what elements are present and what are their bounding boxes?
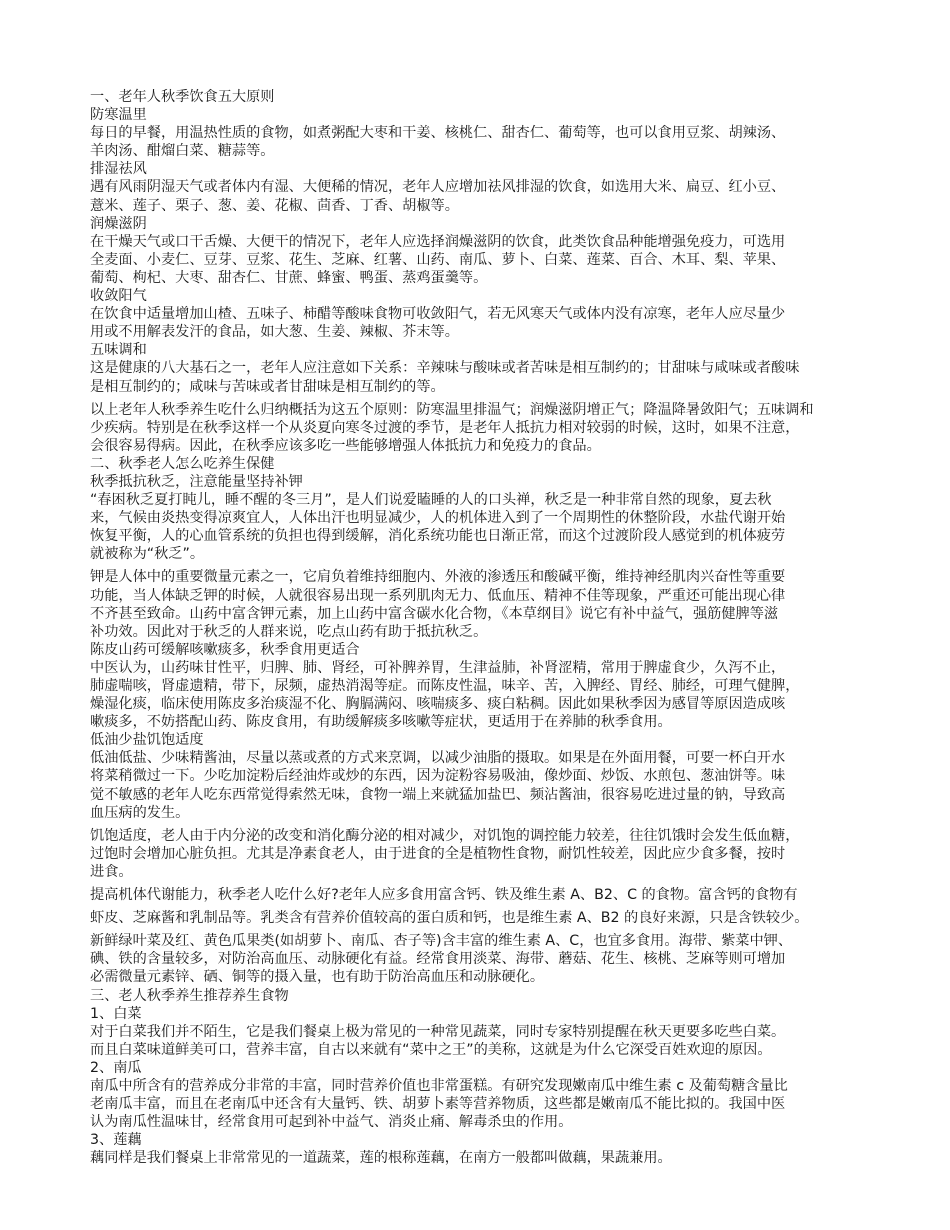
text-line: 就被称为“秋乏”。 [90,546,205,563]
text-line: 葡萄、枸杞、大枣、甜杏仁、甘蔗、蜂蜜、鸭蛋、蒸鸡蛋羹等。 [90,269,488,286]
text-line: 燥湿化痰，临床使用陈皮多治痰湿不化、胸膈满闷、咳喘痰多、痰白粘稠。因此如果秋季因为感冒等原因造成咳 [90,696,786,713]
text-line: 补功效。因此对于秋乏的人群来说，吃点山药有助于抵抗秋乏。 [90,623,488,640]
text-line: 嗽痰多，不妨搭配山药、陈皮食用，有助缓解痰多咳嗽等症状，更适用于在养肺的秋季食用。 [90,714,672,731]
text-line: 每日的早餐，用温热性质的食物，如煮粥配大枣和干姜、核桃仁、甜杏仁、葡萄等，也可以食用豆浆、胡辣汤、 [90,125,786,142]
text-line: “春困秋乏夏打盹儿，睡不醒的冬三月”，是人们说爱瞌睡的人的口头禅，秋乏是一种非常自然的现象，夏去秋 [90,492,772,509]
text-line: 来，气候由炎热变得凉爽宜人，人体出汗也明显减少，人的机体进入到了一个周期性的休整阶段，水盐代谢开始 [90,510,786,527]
text-line: 藕同样是我们餐桌上非常常见的一道蔬菜，莲的根称莲藕，在南方一般都叫做藕，果蔬兼用。 [90,1150,672,1167]
text-line: 过饱时会增加心脏负担。尤其是净素食老人，由于进食的全是植物性食物，耐饥性较差，因此应少食多餐，按时 [90,845,786,862]
text-line: 低油少盐饥饱适度 [90,732,204,749]
text-line: 必需微量元素锌、硒、铜等的摄入量，也有助于防治高血压和动脉硬化。 [90,969,545,986]
text-line: 在饮食中适量增加山楂、五味子、柿醋等酸味食物可收敛阳气，若无风寒天气或体内没有凉寒，老年人应尽量少 [90,306,786,323]
text-line: 认为南瓜性温味甘，经常食用可起到补中益气、消炎止痛、解毒杀虫的作用。 [90,1114,573,1131]
text-line: 老南瓜丰富，而且在老南瓜中还含有大量钙、铁、胡萝卜素等营养物质，这些都是嫩南瓜不能比拟的。我国中医 [90,1096,786,1113]
text-line: 这是健康的八大基石之一，老年人应注意如下关系：辛辣味与酸味或者苦味是相互制约的；甘甜味与咸味或者酸味 [90,360,800,377]
text-line: 收敛阳气 [90,288,147,305]
text-line: 进食。 [90,863,133,880]
text-line: 少疾病。特别是在秋季这样一个从炎夏向寒冬过渡的季节，是老年人抵抗力相对较弱的时候，这时，如果不注意， [90,419,800,436]
text-line: 一、老年人秋季饮食五大原则 [90,89,275,105]
text-line: 对于白菜我们并不陌生，它是我们餐桌上极为常见的一种常见蔬菜，同时专家特别提醒在秋天更要多吃些白菜。 [90,1023,786,1040]
text-line: 南瓜中所含有的营养成分非常的丰富，同时营养价值也非常蛋糕。有研究发现嫩南瓜中维生素 c 及葡萄糖含量比 [90,1077,788,1094]
text-line: 功能，当人体缺乏钾的时候，人就很容易出现一系列肌肉无力、低血压、精神不佳等现象，严重还可能出现心律 [90,587,786,604]
text-line: 润燥滋阴 [90,215,147,232]
text-line: 碘、铁的含量较多，对防治高血压、动脉硬化有益。经常食用淡菜、海带、蘑菇、花生、核桃、芝麻等则可增加 [90,951,786,968]
text-line: 虾皮、芝麻酱和乳制品等。乳类含有营养价值较高的蛋白质和钙，也是维生素 A、B2 的良好来源，只是含铁较少。 [90,910,809,927]
text-line: 防寒温里 [90,107,147,124]
text-line: 二、秋季老人怎么吃养生保健 [90,455,275,472]
text-line: 肺虚喘咳，肾虚遗精，带下，尿频，虚热消渴等症。而陈皮性温，味辛、苦，入脾经、胃经、肺经，可理气健脾， [90,678,800,694]
text-line: 觉不敏感的老年人吃东西常觉得索然无味，食物一端上来就猛加盐巴、频沾酱油，很容易吃进过量的钠，导致高 [90,786,786,803]
text-line: 用或不用解表发汗的食品，如大葱、生姜、辣椒、芥末等。 [90,324,459,341]
text-line: 恢复平衡，人的心血管系统的负担也得到缓解，消化系统功能也日渐正常，而这个过渡阶段人感觉到的机体疲劳 [90,528,786,545]
text-line: 秋季抵抗秋乏，注意能量坚持补钾 [90,473,303,490]
text-line: 低油低盐、少味精酱油，尽量以蒸或煮的方式来烹调，以减少油脂的摄取。如果是在外面用餐，可要一杯白开水 [90,750,786,767]
text-line: 1、白菜 [90,1005,142,1022]
text-line: 排湿祛风 [90,161,147,178]
text-line: 中医认为，山药味甘性平，归脾、肺、肾经，可补脾养胃，生津益肺，补肾涩精，常用于脾虚食少，久泻不止， [90,659,786,676]
text-line: 不齐甚至致命。山药中富含钾元素，加上山药中富含碳水化合物，《本草纲目》说它有补中益气，强筋健脾等滋 [90,605,779,622]
text-line: 钾是人体中的重要微量元素之一，它肩负着维持细胞内、外液的渗透压和酸碱平衡，维持神经肌肉兴奋性等重要 [90,569,786,586]
text-line: 提高机体代谢能力，秋季老人吃什么好?老年人应多食用富含钙、铁及维生素 A、B2、C 的食物。富含钙的食物有 [90,887,798,904]
text-line: 血压病的发生。 [90,804,190,821]
text-line: 陈皮山药可缓解咳嗽痰多，秋季食用更适合 [90,641,360,658]
text-line: 全麦面、小麦仁、豆芽、豆浆、花生、芝麻、红薯、山药、南瓜、萝卜、白菜、莲菜、百合、木耳、梨、苹果、 [90,251,786,268]
text-line: 2、南瓜 [90,1059,142,1076]
text-line: 薏米、莲子、栗子、葱、姜、花椒、茴香、丁香、胡椒等。 [90,197,459,214]
text-line: 3、莲藕 [90,1132,142,1149]
text-line: 饥饱适度，老人由于内分泌的改变和消化酶分泌的相对减少，对饥饱的调控能力较差，往往饥饿时会发生低血糖， [90,827,800,844]
document-body [90,88,865,1167]
text-line: 新鲜绿叶菜及红、黄色瓜果类(如胡萝卜、南瓜、杏子等)含丰富的维生素 A、C，也宜多食用。海带、紫菜中钾、 [90,933,793,950]
text-line: 遇有风雨阴湿天气或者体内有湿、大便稀的情况，老年人应增加祛风排湿的饮食，如选用大米、扁豆、红小豆、 [90,179,786,196]
text-line: 五味调和 [90,342,147,359]
text-line: 而且白菜味道鲜美可口，营养丰富，自古以来就有“菜中之王”的美称，这就是为什么它深受百姓欢迎的原因。 [90,1041,772,1058]
text-line: 三、老人秋季养生推荐养生食物 [90,987,289,1004]
text-line: 将菜稍微过一下。少吃加淀粉后经油炸或炒的东西，因为淀粉容易吸油，像炒面、炒饭、水煎包、葱油饼等。味 [90,768,786,785]
text-line: 以上老年人秋季养生吃什么归纳概括为这五个原则：防寒温里排温气；润燥滋阴增正气；降温降暑敛阳气；五味调和 [90,401,814,418]
text-line: 在干燥天气或口干舌燥、大便干的情况下，老年人应选择润燥滋阴的饮食，此类饮食品种能增强免疫力，可选用 [90,233,786,250]
text-line: 会很容易得病。因此，在秋季应该多吃一些能够增强人体抵抗力和免疫力的食品。 [90,437,601,454]
text-line: 羊肉汤、酣熘白菜、糖蒜等。 [90,143,275,160]
text-line: 是相互制约的；咸味与苦味或者甘甜味是相互制约的等。 [90,378,445,395]
